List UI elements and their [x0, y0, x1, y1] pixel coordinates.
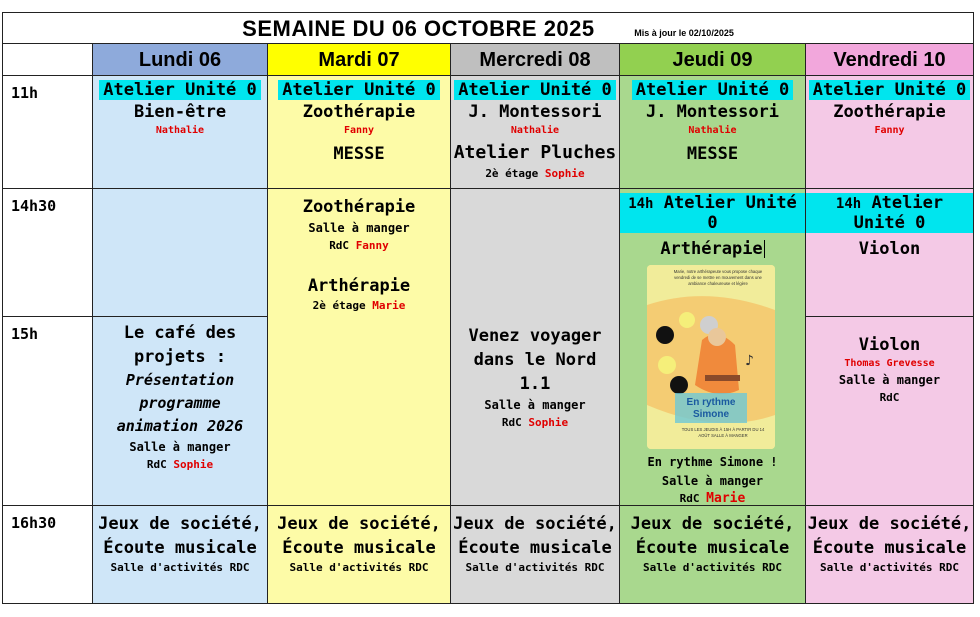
- lundi-11h: [93, 76, 268, 189]
- location: Salle à manger: [838, 373, 941, 387]
- vendredi-11h: [806, 76, 974, 189]
- schedule-grid: [2, 12, 974, 604]
- activity: Zoothérapie: [302, 102, 416, 122]
- activity-line: Jeux de société,: [807, 514, 972, 534]
- activity-detail: programme: [139, 394, 221, 412]
- day-header-vendredi: Vendredi 10: [806, 44, 974, 76]
- activity: Zoothérapie: [302, 197, 416, 217]
- animator: Sophie: [173, 458, 214, 471]
- jeudi-16h30: [620, 506, 806, 604]
- activity-line: Jeux de société,: [630, 514, 795, 534]
- poster-caption: En rythme Simone !: [647, 455, 778, 469]
- activity-line: Écoute musicale: [635, 538, 790, 558]
- atelier-tag: Atelier Unité 0: [809, 80, 971, 100]
- animator: Fanny: [343, 125, 375, 136]
- animator: Sophie: [528, 416, 569, 429]
- activity-line: dans le Nord: [473, 350, 597, 370]
- floor: RdC: [146, 458, 167, 471]
- poster-image: [647, 265, 775, 449]
- animator: Fanny: [355, 239, 389, 252]
- time-15h: 15h: [2, 317, 93, 506]
- mercredi-afternoon: [451, 189, 620, 506]
- page-title: SEMAINE DU 06 OCTOBRE 2025: [242, 16, 595, 41]
- activity-line: Écoute musicale: [282, 538, 436, 558]
- animator: Nathalie: [155, 125, 205, 136]
- atelier-tag: 14h Atelier Unité 0: [806, 193, 973, 233]
- lundi-15h: [93, 317, 268, 506]
- mardi-16h30: [268, 506, 451, 604]
- location: Salle d'activités RDC: [465, 561, 605, 574]
- floor: RdC: [501, 416, 522, 429]
- activity: J. Montessori: [645, 102, 780, 122]
- floor: 2è étage: [312, 299, 366, 312]
- activity-line: projets :: [133, 347, 227, 367]
- atelier-tag: Atelier Unité 0: [454, 80, 616, 100]
- activity: J. Montessori: [468, 102, 602, 122]
- atelier-tag: 14h Atelier Unité 0: [620, 193, 805, 233]
- title-row: [2, 12, 974, 44]
- location: Salle à manger: [308, 221, 410, 235]
- location: 2è étage: [485, 167, 539, 180]
- time-11h: 11h: [2, 76, 93, 189]
- poster-intro: Marie, notre arthérapeute vous propose chaque vendredi de se mettre en mouvement dans une ambiance chaleureuse et légère: [673, 269, 763, 286]
- activity-extra: MESSE: [333, 144, 385, 164]
- location: Salle à manger: [661, 474, 764, 488]
- location: Salle d'activités RDC: [642, 561, 783, 574]
- location: Salle d'activités RDC: [110, 561, 250, 574]
- svg-text:♪: ♪: [745, 353, 754, 369]
- time-14h30: 14h30: [2, 189, 93, 317]
- atelier-tag: Atelier Unité 0: [278, 80, 440, 100]
- animator: Thomas Grevesse: [844, 358, 935, 369]
- activity-line: Jeux de société,: [98, 514, 262, 534]
- activity-line: Écoute musicale: [812, 538, 967, 558]
- day-header-jeudi: Jeudi 09: [620, 44, 806, 76]
- corner-cell: [2, 44, 93, 76]
- animator: Nathalie: [510, 125, 560, 136]
- activity-detail: Présentation: [125, 371, 235, 389]
- location: Salle d'activités RDC: [819, 561, 960, 574]
- location: Salle d'activités RDC: [289, 561, 429, 574]
- lundi-14h30: [93, 189, 268, 317]
- activity-line: Écoute musicale: [103, 538, 257, 558]
- jeudi-afternoon: [620, 189, 806, 506]
- day-header-lundi: Lundi 06: [93, 44, 268, 76]
- activity-extra: MESSE: [686, 144, 739, 164]
- activity-line: Jeux de société,: [277, 514, 441, 534]
- update-date: Mis à jour le 02/10/2025: [634, 28, 734, 38]
- activity-line: Venez voyager: [468, 326, 602, 346]
- activity: Bien-être: [133, 102, 227, 122]
- atelier-tag: Atelier Unité 0: [99, 80, 261, 100]
- animator: Marie: [706, 491, 746, 506]
- activity: Violon: [858, 239, 921, 259]
- time-16h30: 16h30: [2, 506, 93, 604]
- animator: Sophie: [544, 167, 585, 180]
- activity-line: 1.1: [519, 374, 551, 394]
- activity: Arthérapie: [307, 276, 411, 296]
- location: Salle à manger: [484, 398, 586, 412]
- animator: Fanny: [874, 125, 905, 136]
- poster-footer: TOUS LES JEUDIS À 15H À PARTIR DU 14 AOÛT SALLE À MANGER: [681, 427, 765, 438]
- day-header-mercredi: Mercredi 08: [451, 44, 620, 76]
- vendredi-14h30: [806, 189, 974, 317]
- mardi-11h: [268, 76, 451, 189]
- jeudi-11h: [620, 76, 806, 189]
- activity-line: Écoute musicale: [458, 538, 612, 558]
- animator: Nathalie: [688, 125, 737, 136]
- activity-line: Le café des: [123, 323, 237, 343]
- mercredi-11h: [451, 76, 620, 189]
- activity: Arthérapie: [660, 239, 763, 259]
- vendredi-15h: [806, 317, 974, 506]
- text-cursor: [764, 240, 765, 258]
- location: Salle à manger: [129, 440, 231, 454]
- lundi-16h30: [93, 506, 268, 604]
- day-header-mardi: Mardi 07: [268, 44, 451, 76]
- svg-text:Simone: Simone: [692, 409, 730, 420]
- activity-line: Jeux de société,: [453, 514, 617, 534]
- activity: Zoothérapie: [833, 102, 946, 122]
- mardi-afternoon: [268, 189, 451, 506]
- floor: RdC: [679, 492, 700, 505]
- poster-illustration: [647, 265, 775, 449]
- animator: Marie: [372, 299, 406, 312]
- floor: RdC: [879, 391, 900, 404]
- activity: Violon: [858, 335, 921, 355]
- vendredi-16h30: [806, 506, 974, 604]
- svg-text:En rythme: En rythme: [686, 397, 736, 408]
- atelier-tag: Atelier Unité 0: [632, 80, 794, 100]
- floor: RdC: [329, 239, 350, 252]
- activity-extra: Atelier Pluches: [453, 142, 617, 163]
- mercredi-16h30: [451, 506, 620, 604]
- activity-detail: animation 2026: [116, 417, 244, 435]
